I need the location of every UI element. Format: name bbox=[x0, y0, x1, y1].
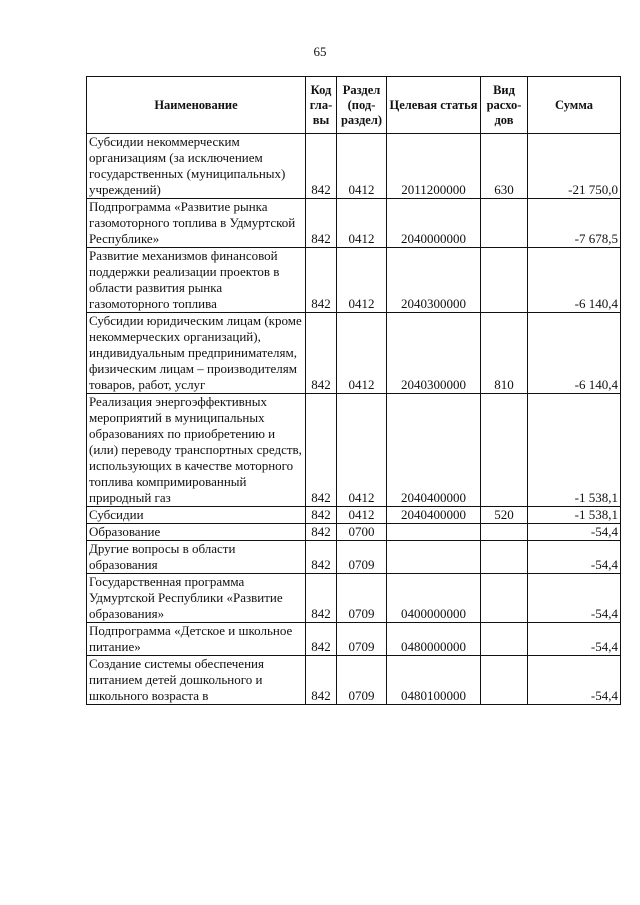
table-row bbox=[87, 507, 621, 524]
cell-target: 0400000000 bbox=[387, 574, 481, 623]
cell-section: 0709 bbox=[337, 623, 387, 656]
cell-sum: -6 140,4 bbox=[528, 248, 621, 313]
cell-name: Подпрограмма «Развитие рынка газомоторного топлива в Удмуртской Республике» bbox=[87, 199, 306, 248]
cell-sum: -54,4 bbox=[528, 574, 621, 623]
table-row bbox=[87, 541, 621, 574]
cell-section: 0709 bbox=[337, 541, 387, 574]
cell-code: 842 bbox=[306, 134, 337, 199]
cell-type bbox=[481, 394, 528, 507]
cell-sum: -1 538,1 bbox=[528, 507, 621, 524]
cell-sum: -7 678,5 bbox=[528, 199, 621, 248]
cell-type bbox=[481, 623, 528, 656]
cell-target: 2040300000 bbox=[387, 248, 481, 313]
cell-type bbox=[481, 248, 528, 313]
cell-name: Подпрограмма «Детское и школьное питание» bbox=[87, 623, 306, 656]
cell-target bbox=[387, 541, 481, 574]
cell-type bbox=[481, 199, 528, 248]
page-number: 65 bbox=[313, 44, 327, 59]
cell-target: 2040400000 bbox=[387, 394, 481, 507]
cell-section: 0412 bbox=[337, 394, 387, 507]
cell-sum: -54,4 bbox=[528, 541, 621, 574]
cell-sum: -1 538,1 bbox=[528, 394, 621, 507]
cell-section: 0709 bbox=[337, 656, 387, 705]
cell-sum: -6 140,4 bbox=[528, 313, 621, 394]
table-row bbox=[87, 199, 621, 248]
cell-type bbox=[481, 656, 528, 705]
cell-section: 0412 bbox=[337, 248, 387, 313]
cell-sum: -54,4 bbox=[528, 656, 621, 705]
cell-name: Субсидии юридическим лицам (кроме некоммерческих организаций), индивидуальным предпринимателям, физическим лицам – производителям товаров, работ, услуг bbox=[87, 313, 306, 394]
cell-name: Создание системы обеспечения питанием детей дошкольного и школьного возраста в bbox=[87, 656, 306, 705]
header-type: Вид расхо- дов bbox=[481, 77, 528, 134]
cell-code: 842 bbox=[306, 541, 337, 574]
header-target: Целевая статья bbox=[387, 77, 481, 134]
cell-sum: -54,4 bbox=[528, 623, 621, 656]
table-row bbox=[87, 574, 621, 623]
cell-code: 842 bbox=[306, 574, 337, 623]
cell-type bbox=[481, 524, 528, 541]
cell-type bbox=[481, 541, 528, 574]
cell-section: 0412 bbox=[337, 507, 387, 524]
cell-name: Развитие механизмов финансовой поддержки реализации проектов в области развития рынка газомоторного топлива bbox=[87, 248, 306, 313]
header-row bbox=[87, 77, 621, 134]
cell-code: 842 bbox=[306, 656, 337, 705]
cell-section: 0412 bbox=[337, 134, 387, 199]
cell-name: Субсидии bbox=[87, 507, 306, 524]
cell-target: 2040000000 bbox=[387, 199, 481, 248]
table-row bbox=[87, 134, 621, 199]
cell-section: 0700 bbox=[337, 524, 387, 541]
header-code: Код гла- вы bbox=[306, 77, 337, 134]
cell-name: Субсидии некоммерческим организациям (за исключением государственных (муниципальных) учреждений) bbox=[87, 134, 306, 199]
table-row bbox=[87, 623, 621, 656]
cell-type: 520 bbox=[481, 507, 528, 524]
cell-target: 2011200000 bbox=[387, 134, 481, 199]
table-row bbox=[87, 524, 621, 541]
cell-type: 630 bbox=[481, 134, 528, 199]
cell-target: 2040300000 bbox=[387, 313, 481, 394]
cell-type: 810 bbox=[481, 313, 528, 394]
table-row bbox=[87, 394, 621, 507]
cell-section: 0412 bbox=[337, 199, 387, 248]
cell-target: 0480000000 bbox=[387, 623, 481, 656]
cell-name: Другие вопросы в области образования bbox=[87, 541, 306, 574]
cell-name: Реализация энергоэффективных мероприятий в муниципальных образованиях по приобретению и (или) переводу транспортных средств, использующих в качестве моторного топлива компримированный природный газ bbox=[87, 394, 306, 507]
cell-target bbox=[387, 524, 481, 541]
cell-code: 842 bbox=[306, 524, 337, 541]
cell-target: 0480100000 bbox=[387, 656, 481, 705]
table-row bbox=[87, 656, 621, 705]
cell-code: 842 bbox=[306, 199, 337, 248]
cell-code: 842 bbox=[306, 394, 337, 507]
cell-type bbox=[481, 574, 528, 623]
cell-section: 0709 bbox=[337, 574, 387, 623]
cell-name: Государственная программа Удмуртской Республики «Развитие образования» bbox=[87, 574, 306, 623]
cell-code: 842 bbox=[306, 313, 337, 394]
cell-sum: -54,4 bbox=[528, 524, 621, 541]
cell-code: 842 bbox=[306, 623, 337, 656]
table-row bbox=[87, 313, 621, 394]
header-section: Раздел (под- раздел) bbox=[337, 77, 387, 134]
budget-table bbox=[86, 76, 621, 705]
cell-sum: -21 750,0 bbox=[528, 134, 621, 199]
cell-code: 842 bbox=[306, 248, 337, 313]
cell-name: Образование bbox=[87, 524, 306, 541]
header-name: Наименование bbox=[87, 77, 306, 134]
header-sum: Сумма bbox=[528, 77, 621, 134]
cell-code: 842 bbox=[306, 507, 337, 524]
cell-target: 2040400000 bbox=[387, 507, 481, 524]
cell-section: 0412 bbox=[337, 313, 387, 394]
table-row bbox=[87, 248, 621, 313]
